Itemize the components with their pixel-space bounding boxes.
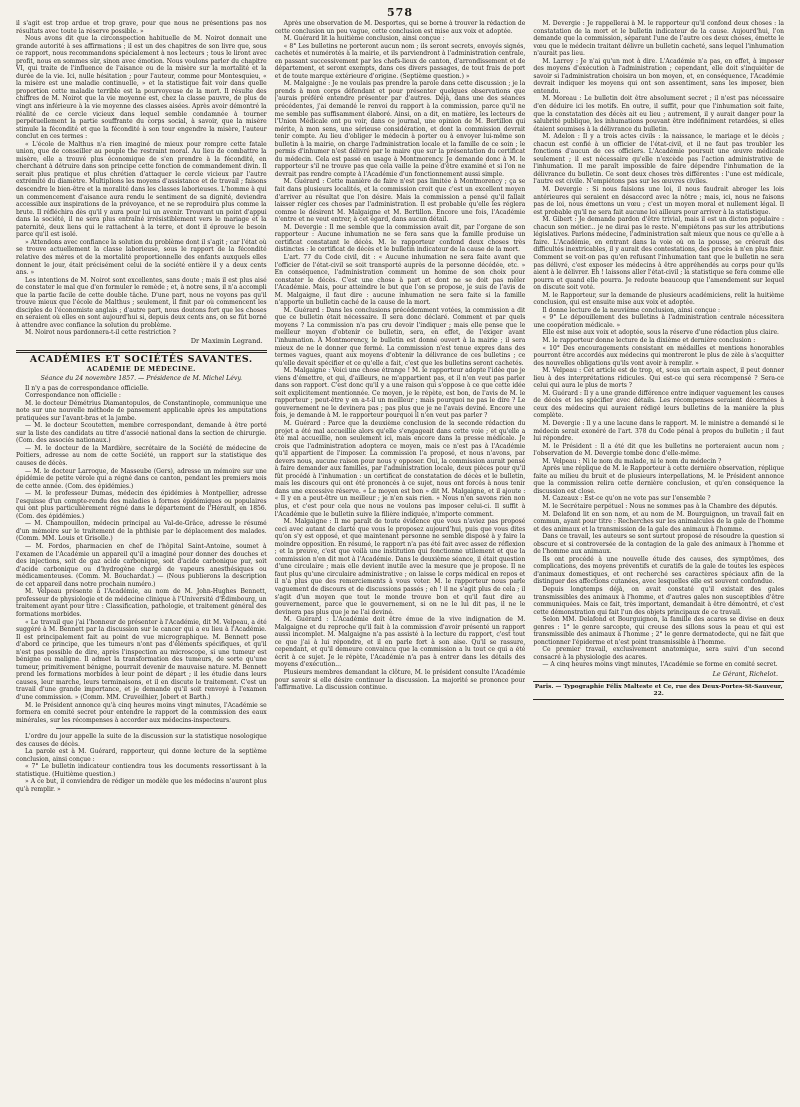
paragraph: M. Guérard : Dans les conclusions précédemment votées, la commission a dit que ce bulletin était nécessaire. Il sera donc déclaré. Comment et par quels moyens ? La commission n'a pas cru devoir l'indiquer ; mais elle pense que le meilleur moyen d'obtenir ce bulletin, sera, en effet, de l'exiger avant l'inhumation. À Montmorency, le bulletin est donné ouvert à la mairie ; il sera mieux de ne le donner que fermé. La commission n'est tenue expres dans des termes vagues, quant aux moyens d'obtenir la délivrance de ces bulletins ; ce qu'elle devait spécifier et ce qu'elle a fait, c'est que les bulletins seront cachetés. <box>274 306 526 367</box>
paragraph: » A ce but, il conviendra de rédiger un modèle que les médecins n'auront plus qu'à remplir. » <box>16 778 267 793</box>
paragraph: « 9° Le dépouillement des bulletins à l'administration centrale nécessitera une coopération médicale. » <box>533 314 784 329</box>
paragraph: Il n'y a pas de correspondance officielle. <box>25 384 149 392</box>
paragraph: « 10° Des encouragements consistant en médailles et mentions honorables pourront être accordés aux médecins qui montreront le plus de zèle à s'acquitter des nouvelles obligations qu'ils vont avoir à remplir. » <box>533 344 784 367</box>
paragraph: Depuis longtemps déjà, on avait constaté qu'il existait des gales transmissibles des animaux à l'homme, et d'autres gales non susceptibles d'être communiquées. Mais ce fait, très important, demandait à être démontré, et c'est cette démonstration qui fait l'un des objets principaux de ce travail. <box>533 586 784 616</box>
paragraph: Elle est mise aux voix et adoptée, sous la réserve d'une rédaction plus claire. <box>542 329 779 337</box>
paragraph: Nous avons dit que la circonspection habituelle de M. Noirot donnait une grande autorité à ses affirmations ; il est un des chapitres de son livre que, sous ce rapport, nous recommandons spécialement à nos lecteurs ; tous le liront avec profit, nous en sommes sûr, sinon avec émotion. Nous voulons parler du chapitre VI, qui traite de l'influence de l'aisance ou de la misère sur la mortalité et la durée de la vie. Ici, nulle hésitation ; pour l'auteur, comme pour Montesquieu, « la misère est une maladie continuelle, » et la statistique fait voir dans quelle proportion cette maladie terrible est la pourvoyeuse de la mort. Il résulte des chiffres de M. Noirot que la vie moyenne est, chez la classe pauvre, de plus de vingt ans inférieure à la vie moyenne des classes aisées. Après avoir démontré la réalité de ce cercle vicieux dans lequel semble condamnée à tourner perpétuellement la partie souffrante du corps social, à savoir, que la misère stimule la fécondité et que la fécondité à son tour engendre la misère, l'auteur conclut en ces termes : <box>16 35 267 141</box>
paragraph: M. Malgaigne : Voici une chose étrange ! M. le rapporteur adopte l'idée que je viens d'émettre, et qui, d'ailleurs, ne m'appartient pas, et il n'en veut pas parler dans son rapport. C'est donc qu'il y a une raison qui s'oppose à ce que cette idée soit explicitement mentionnée. Ce moyen, je le répète, est bon, de l'avis de M. le rapporteur ; peut-être y en a-t-il un meilleur ; mais pourquoi ne pas le dire ? Le gouvernement ne le devinera pas ; pas plus que je ne l'avais deviné. Encore une fois, je demande à M. le rapporteur pourquoi il n'en veut pas parler ? <box>274 367 526 420</box>
column-1 <box>16 20 267 1090</box>
quote-paragraph: » Attendons avec confiance la solution du problème dont il s'agit ; car l'état où se trouve actuellement la classe laborieuse, sous le rapport de la fécondité relative des mères et de la mortalité proportionnelle des enfants auxquels elles donnent le jour, était précisément celui de la société entière il y a deux cents ans. » <box>16 238 267 277</box>
paragraph: L'art. 77 du Code civil, dit : « Aucune inhumation ne sera faite avant que l'officier de l'état-civil se soit transporté auprès de la personne décédée, etc. » En conséquence, l'administration comment un homme de son choix pour constater le décès. C'est une chose à part et dont ne se doit pas mêler l'Académie. Mais, pour atteindre le but que l'on se propose, je suis de l'avis de M. Malgaigne, il faut dire : aucune inhumation ne sera faite si la famille n'apporte un bulletin caché de la cause de la mort. <box>274 253 526 307</box>
paragraph: M. Malgaigne : Il me paraît de toute évidence que vous n'aviez pas proposé ceci avec autant de clarté que vous le proposez aujourd'hui, puis que vous dites qu'on s'y est opposé, et que maintenant personne ne semble disposé à y faire la moindre opposition. En résumé, le rapport n'a pas été fait avec assez de réflexion ; et la preuve, c'est que voilà une institution qui fonctionne utilement et que la commission n'en dit mot à l'Académie. Dans le deuxième séance, il était question d'une circulaire ; mais elle devient inutile avec la mesure que je propose. Il ne faut plus qu'une circulaire administrative ; on laisse le corps médical en repos et il n'a plus que des remerciements à vous voter. M. le rapporteur nous parle vaguement de discours et de discussions passés ; eh ! il ne s'agit plus de cela ; il s'agit d'un moyen que tout le monde trouve bon et qu'il faut dire au gouvernement, parce que le gouvernement, si on ne le lui dit pas, il ne le devinera pas plus que je ne l'ai deviné. <box>274 518 526 616</box>
paragraph: — M. le professeur Dumas, médecin des épidémies à Montpellier, adresse l'esquisse d'un compte-rendu des maladies à formes épidémiques ou populaires qui ont plus particulièrement régné dans le département de l'Hérault, en 1856. (Com. des épidémies.) <box>16 490 267 520</box>
paragraph: M. Malgaigne : Je ne voulais pas prendre la parole dans cette discussion ; je la prends à mon corps défendant et pour présenter quelques observations que j'aurais préféré entendre présenter par d'autres. Déjà, dans une des séances précédentes, j'ai demandé le renvoi du rapport à la commission, parce qu'il ne me semble pas suffisamment élaboré. Ainsi, on a dit, en matière, les lecteurs de l'Union Médicale ont pu voir, dans ce journal, une opinion de M. Bertillon qui mérite, à mon sens, une sérieuse considération, et dont la commission devrait tenir compte. Au lieu d'obliger le médecin à porter ou à envoyer lui-même son bulletin à la mairie, on charge l'administration locale et la famille de ce soin ; le permis d'inhumer n'est délivré par le maire que sur la présentation du certificat du médecin. Cela est passé en usage à Montmorency. Je demande donc à M. le rapporteur s'il ne trouve pas que cela vaille la peine d'être examiné et si l'on ne devrait pas rendre compte à l'Académie d'un fonctionnement aussi simple. <box>274 80 526 178</box>
column-3 <box>533 20 784 1090</box>
column-2 <box>275 20 526 1090</box>
paragraph: M. Devergie : Je rappellerai à M. le rapporteur qu'il confond deux choses : la constatation de la mort et le bulletin indicateur de la cause. Aujourd'hui, l'on demande que la commission, séparant l'une de l'autre ces deux choses, émette le vœu que le médecin traitant délivre un bulletin cacheté, sans lequel l'inhumation n'aurait pas lieu. <box>533 20 784 58</box>
paragraph: — M. Champouillon, médecin principal au Val-de-Grâce, adresse le résumé d'un mémoire sur le traitement de la phthisie par le déplacement des malades. (Comm. MM. Louis et Grisolle.) <box>16 520 267 543</box>
paragraph: M. Adelon : Il y a trois actes civils : la naissance, le mariage et le décès ; chacun est confié à un officier de l'état-civil, et il ne faut pas troubler les fonctions d'aucun de ces officiers. L'Académie poursuit une œuvre médicale seulement ; il est nécessaire qu'elle n'excède pas l'action administrative de l'inhumation. Il me paraît impossible de faire dépendre l'inhumation de la délivrance du bulletin. Ce sont deux choses très différentes : l'une est médicale, l'autre est civile. N'empiétons pas sur les œuvres civiles. <box>533 133 784 186</box>
paragraph: Correspondance non officielle : <box>25 392 121 400</box>
paragraph: M. le rapporteur donne lecture de la dixième et dernière conclusion : <box>542 336 756 344</box>
paragraph: — M. le docteur Scoutetten, membre correspondant, demande à être porté sur la liste des candidats au titre d'associé national dans la section de chirurgie. (Com. des associés nationaux.) <box>16 422 267 445</box>
paragraph: « 7° Le bulletin indicateur contiendra tous les documents ressortissant à la statistique. (Huitième question.) <box>16 763 267 778</box>
paragraph: M. Cazeaux : Est-ce qu'on ne vote pas sur l'ensemble ? <box>542 495 711 503</box>
paragraph: M. Guérard : Parce que la deuxième conclusion de la seconde rédaction du projet a été mal accueillie alors qu'elle s'engageait dans cette voie ; et qu'elle a été mal accueillie, non seulement ici, mais encore dans la presse médicale. Je crois que l'administration adoptera ce moyen, mais ce n'est pas à l'Académie qu'il appartient de l'imposer. La commission l'a proposé, et nous n'avons, par devers nous, aucune raison pour nous y opposer. Oui, la commission aurait pensé à faire demander aux familles, par l'administration locale, deux pièces pour qu'il fût procédé à l'inhumation : un certificat de constatation de décès et le bulletin, mais les discours qui ont été prononcés à ce sujet, nous ont forcés à nous tenir dans une excessive réserve. « Le moyen est bon » dit M. Malgaigne, et il ajoute : « Il y en a peut-être un meilleur ; je n'en sais rien. » Nous n'en savons rien non plus, et c'est pour cela que nous ne voulons pas imposer celui-ci. Il suffit à l'Académie que le bulletin suive la filière indiquée, n'importe comment. <box>274 419 526 518</box>
paragraph: M. Guérard : Il y a une grande différence entre indiquer vaguement les causes de décès et les spécifier avec détails. Les récompenses seraient décernées à ceux des médecins qui auraient rédigé leurs bulletins de la manière la plus complète. <box>533 389 784 420</box>
paragraph: « Le travail que j'ai l'honneur de présenter à l'Académie, dit M. Velpeau, a été suggéré à M. Bennett par la discussion sur le cancer qui a eu lieu à l'Académie. Il est principalement fait au point de vue micrographique. M. Bennett pose d'abord ce principe, que les tumeurs n'ont pas d'éléments spécifiques, et qu'il n'est pas possible de dire, après l'inspection au microscope, si une tumeur est bénigne ou maligne. Il admet la transformation des tumeurs, de sorte qu'une tumeur, primitivement bénigne, pourrait devenir de mauvaise nature. M. Bennett prend les formations morbides à leur point de départ ; il les étudie dans leurs causes, leur marche, leurs terminaisons, et il en discute le traitement. C'est un travail d'une grande importance, et je demande qu'il soit renvoyé à l'examen d'une commission. » (Comm. MM. Cruveilhier, Jobert et Barth.) <box>16 618 267 701</box>
paragraph: — M. le docteur de la Mardière, secrétaire de la Société de médecine de Poitiers, adresse au nom de cette Société, un rapport sur la statistique des causes de décès. <box>16 444 267 468</box>
paragraph: Après une observation de M. Desportes, qui se borne à trouver la rédaction de cette conclusion un peu vague, cette conclusion est mise aux voix et adoptée. <box>274 20 526 35</box>
paragraph: M. le Secrétaire perpétuel : Nous ne sommes pas à la Chambre des députés. <box>542 503 778 510</box>
paragraph: M. Moreau : Le bulletin doit être absolument secret ; il n'est pas nécessaire d'en déduire ici les motifs. En outre, il suffit, pour que l'inhumation soit faite, que la constatation des décès ait eu lieu ; autrement, il y aurait danger pour la salubrité publique, les inhumations pouvant être indéfiniment retardées, si elles étaient soumises à la délivrance du bulletin. <box>533 95 784 133</box>
paragraph: M. le Président annonce qu'à cinq heures moins vingt minutes, l'Académie se formera en comité secret pour entendre le rapport de la commission des eaux minérales, sur les récompenses à accorder aux médecins-inspecteurs. <box>16 701 267 724</box>
paragraph: M. Guérard lit la huitième conclusion, ainsi conçue : <box>283 35 445 43</box>
paragraph: — A cinq heures moins vingt minutes, l'Académie se forme en comité secret. <box>542 661 778 669</box>
paragraph: M. le Rapporteur, sur la demande de plusieurs académiciens, relit la huitième conclusion, qui est ensuite mise aux voix et adoptée. <box>533 291 784 307</box>
paragraph: Selon MM. Delafond et Bourguignon, la famille des acares se divise en deux genres : 1° le genre sarcopte, qui creuse des sillons sous la peau et qui est transmissible des animaux à l'homme ; 2° le genre dermatodecte, qui ne fait que ponctionner l'épiderme et n'est point transmissible à l'homme. <box>533 616 784 646</box>
paragraph: M. Guérard : Cette manière de faire n'est pas limitée à Montmorency ; ça se fait dans plusieurs localités, et la commission croit que c'est un excellent moyen d'arriver au résultat que l'on désire. Mais la commission a pensé qu'il fallait laisser régler ces choses par l'administration. Il est probable qu'elle les réglera comme le désirent M. Malgaigne et M. Bertillon. Encore une fois, l'Académie n'entre et ne veut entrer, à cet égard, dans aucun détail. <box>274 178 526 224</box>
paragraph: M. Delafond lit en son nom, et au nom de M. Bourguignon, un travail fait en commun, ayant pour titre : Recherches sur les animalcules de la gale de l'homme et des animaux et la transmission de la gale des animaux à l'homme. <box>533 510 784 533</box>
paragraph: M. Velpeau : Cet article est de trop, et, sous un certain aspect, il peut donner lieu à des interprétations ridicules. Qui est-ce qui sera récompensé ? Sera-ce celui qui aura le plus de morts ? <box>533 367 784 390</box>
paragraph: — M. le docteur Larroque, de Masseube (Gers), adresse un mémoire sur une épidémie de petite vérole qui a régné dans ce canton, pendant les premiers mois de cette année. (Com. des épidémies.) <box>16 467 267 490</box>
paragraph: M. Velpeau : Ni le nom du malade, ni le nom du médecin ? <box>542 457 722 465</box>
paragraph: il s'agit est trop ardue et trop grave, pour que nous ne présentions pas nos résultats avec toute la réserve possible. » <box>16 20 267 35</box>
columns <box>16 20 784 1090</box>
paragraph: « 8° Les bulletins ne porteront aucun nom ; ils seront secrets, envoyés signés, cachetés et numérotés à la mairie, et ils parviendront à l'administration centrale, en passant successivement par les chefs-lieux de canton, d'arrondissement et de département, et seront exempts, dans ces divers passages, de tout frais de port et de toute marque extérieure d'origine. (Septième question.) » <box>274 42 526 80</box>
paragraph: Les intentions de M. Noirot sont excellentes, sans doute ; mais il est plus aisé de constater le mal que d'en formuler le remède ; et, à notre sens, il n'a accompli que la partie facile de cette double tâche. D'une part, nous ne voyons pas qu'il trouve mieux que l'école de Malthus ; seulement, il finit par où commencent les disciples de l'économiste anglais ; d'autre part, nous doutons fort que les choses en seraient où elles en sont aujourd'hui si, depuis deux cents ans, on se fût borné à attendre avec confiance la solution du problème. <box>16 276 267 329</box>
paragraph: — M. Fordos, pharmacien en chef de l'hôpital Saint-Antoine, soumet à l'examen de l'Académie un appareil qu'il a imaginé pour donner des douches et des injections, soit de gaz acide carbonique, soit d'acide carbonique pur, soit d'acide carbonique ou d'hydrogène chargé de vapeurs anesthésiques ou médicamenteuses. (Comm. M. Bouchardat.) — (Nous publierons la description de cet appareil dans notre prochain numéro.) <box>16 543 267 588</box>
paragraph: M. Guérard : L'Académie doit être émue de la vive indignation de M. Malgaigne et du reproche qu'il fait à la commission d'avoir présenté un rapport aussi incomplet. M. Malgaigne n'a pas assisté à la lecture du rapport, c'est tout ce que j'ai à lui répondre, et il en parle fort à son aise. Qu'il se rassure, cependant, et qu'il demeure convaincu que la commission a lu tout ce qui a été écrit à ce sujet. Je le répète, l'Académie n'a pas à entrer dans les détails des moyens d'exécution... <box>274 616 526 669</box>
paragraph: M. Larrey : Je n'ai qu'un mot à dire. L'Académie n'a pas, en effet, à imposer des moyens d'exécution à l'administration ; cependant, elle doit s'inquiéter de savoir si l'administration choisira un bon moyen, et, en conséquence, l'Académie devrait indiquer les moyens qui ont son assentiment, sans les imposer, bien entendu. <box>533 57 784 95</box>
printer-imprint: Paris. — Typographie Félix Malteste et Ce, rue des Deux-Portes-St-Sauveur, 22. <box>533 681 784 700</box>
separator-rule <box>56 728 227 729</box>
paragraph: Après une réplique de M. le Rapporteur à cette dernière observation, réplique faite au milieu du bruit et de plusieurs interpellations, M. le Président annonce que la commission relira cette dernière conclusion, et qu'en conséquence la discussion est close. <box>533 465 784 495</box>
paragraph: M. Velpeau présente à l'Académie, au nom de M. John-Hughes Bennett, professeur de physiologie et de médecine clinique à l'Université d'Édimbourg, un traitement ayant pour titre : Classification, pathologie, et traitement général des formations morbides. <box>16 588 267 618</box>
page-number: 578 <box>387 6 413 19</box>
paragraph: M. Devergie : Si nous faisions une loi, il nous faudrait abroger les lois antérieures qui seraient en désaccord avec la nôtre ; mais, ici, nous ne faisons pas de loi, nous émettons un vœu ; c'est un moyen moral et nullement légal. Il est probable qu'il ne sera fait aucune loi ailleurs pour arriver à la statistique. <box>533 186 784 216</box>
section-divider <box>16 350 267 353</box>
paragraph: L'ordre du jour appelle la suite de la discussion sur la statistique nosologique des causes de décès. <box>16 733 267 748</box>
quote-paragraph: « L'école de Malthus n'a rien imaginé de mieux pour rompre cette fatale union, que de conseiller au peuple the restraint moral. Au lieu de combattre la misère, elle a trouvé plus économique de s'en prendre à la fécondité, en cherchant à détruire dans son principe cette fonction de commandement divin. Il serait plus pratique et plus chrétien d'attaquer le cercle vicieux par l'autre extrémité du diamètre. Multiplions les moyens d'assistance et de travail ; faisons descendre le bien-être et la moralité dans les classes laborieuses. L'homme à qui un commencement d'aisance aura rendu le sentiment de sa dignité, deviendra accessible aux inspirations de la prévoyance, et ne se reproduira plus comme la brute. Il réfléchira dès qu'il y aura pour lui un avenir. Trouvant un point d'appui dans la société, il ne sera plus entraîné irrésistiblement vers le mariage et la paternité, deux liens qui le rattachent à la terre, et dont il éprouve le besoin parce qu'il est isolé. <box>16 140 267 239</box>
session-date: Séance du 24 novembre 1857. — Présidence de M. Michel Lévy. <box>40 375 242 382</box>
paragraph: Ils ont procédé à une nouvelle étude des causes, des symptômes, des complications, des moyens préventifs et curatifs de la gale de toutes les espèces d'animaux domestiques, et ont recherché ses caractères spéciaux afin de la distinguer des affections cutanées, avec lesquelles elle est souvent confondue. <box>533 555 784 586</box>
paragraph: Plusieurs membres demandant la clôture, M. le président consulte l'Académie pour savoir si elle désire continuer la discussion. La majorité se prononce pour l'affirmative. La discussion continue. <box>274 669 526 692</box>
paragraph: M. Noirot nous pardonnera-t-il cette restriction ? <box>25 329 176 337</box>
paragraph: M. le docteur Démétrius Diamantopulos, de Constantinople, communique une note sur une nouvelle méthode de pansement applicable après les amputations pratiquées sur l'avant-bras et la jambe. <box>16 399 267 422</box>
paragraph: M. Gibert : Je demande pardon d'être trivial, mais il est un dicton populaire : chacun son métier... je ne dirai pas le reste. N'empiétons pas sur les attributions législatives. Parlons médecine, l'administration sait mieux que nous ce qu'elle a à faire. L'Académie, en entrant dans la voie où on la pousse, se créerait des difficultés inextricables, il y aurait des contestations, des procès à n'en plus finir. Comment se voit-on pas qu'en refusant l'inhumation tant que le bulletin ne sera pas délivré, c'est exposer les médecins à être appréhendés au corps pour qu'ils aient à le délivrer. Eh ! laissons aller l'état-civil ; la statistique se fera comme elle pourra et quand elle pourra. Je redoute beaucoup que l'amendement sur lequel on discute soit voté. <box>533 216 784 292</box>
paragraph: M. Devergie : Il me semble que la commission avait dit, par l'organe de son rapporteur : Aucune inhumation ne se fera sans que la famille produise un certificat constatant le décès. M. le rapporteur confond deux choses très distinctes : le certificat de décès et le bulletin indicateur de la cause de la mort. <box>274 223 526 254</box>
section-title: ACADÉMIES ET SOCIÉTÉS SAVANTES. <box>29 353 253 365</box>
paragraph: Dans ce travail, les auteurs se sont surtout proposé de résoudre la question si obscure et si controversée de la contagion de la gale des animaux à l'homme et de l'homme aux animaux. <box>533 533 784 556</box>
paragraph: M. Devergie : Il y a une lacune dans le rapport. M. le ministre a demandé si le médecin serait exonéré de l'art. 378 du Code pénal à propos du bulletin ; il faut lui répondre. <box>533 419 784 443</box>
author-signature: Dr Maximin Legrand. <box>190 336 263 345</box>
paragraph: Ce premier travail, exclusivement anatomique, sera suivi d'un second consacré à la physiologie des acares. <box>533 646 784 661</box>
paragraph: Il donne lecture de la neuvième conclusion, ainsi conçue : <box>542 306 721 314</box>
academy-title: ACADÉMIE DE MÉDECINE. <box>86 365 196 374</box>
paragraph: La parole est à M. Guérard, rapporteur, qui donne lecture de la septième conclusion, ainsi conçue : <box>16 748 267 763</box>
manager-signature: Le Gérant, Richelot. <box>712 670 779 679</box>
paragraph: M. le Président : Il a été dit que les bulletins ne porteraient aucun nom ; l'observation de M. Devergie tombe donc d'elle-même. <box>533 442 784 458</box>
